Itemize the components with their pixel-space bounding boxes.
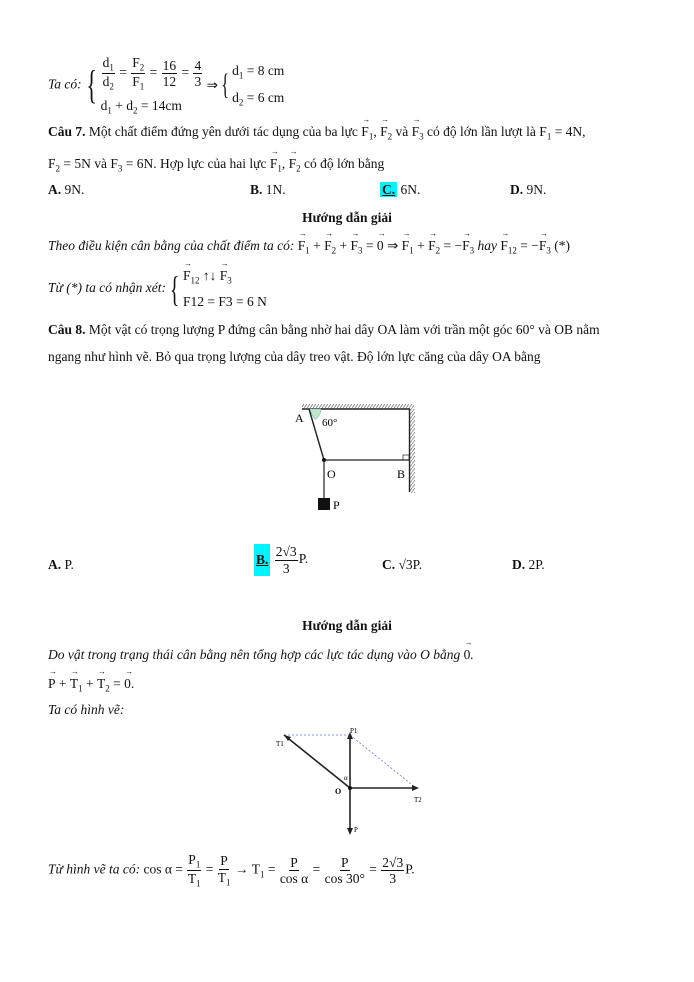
intro-system: Ta có: { $\frac{d_1}{d_2}$ = $\frac{F_2}{F_1}$ = $\frac{16}{12}$ = $\frac{4}{3}$ $d_1 + d_2 = 14cm$ ⇒ { $d_1 = 8$ cm $d_2 = 6$ cm (48, 55, 285, 116)
q7-solution-magnitude: F12 = F3 = 6 N (183, 293, 267, 309)
ratio-equation: $\frac{d_1}{d_2}$ = $\frac{F_2}{F_1}$ = $\frac{16}{12}$ = $\frac{4}{3}$ (102, 55, 202, 92)
label-B: B (397, 467, 406, 481)
figure-force-diagram (268, 722, 428, 840)
q8-option-a[interactable]: A. P. (48, 557, 74, 572)
q8-option-b[interactable]: B. $\frac{2√3}{3}$ P. (256, 544, 309, 576)
q8-label: Câu 8. (48, 322, 86, 337)
label-T1: T1 (276, 740, 284, 748)
q7-option-a[interactable]: A. 9N. (48, 182, 85, 197)
q8-line2: ngang như hình vẽ. Bỏ qua trọng lượng của dây treo vật. Độ lớn lực căng của dây OA bằng (48, 349, 541, 364)
q7-solution-line1: Theo điều kiện cân bằng của chất điểm ta có: → $F_1$ + → $F_2$ + → $F_3$ = → 0 ⇒ → $F_1$ + → $F_2$ = −→ $F_3$ hay → $F_{12}$ = −→ $F_3$ (*) (48, 238, 570, 256)
label-P1: P1 (350, 727, 358, 735)
q7-label: Câu 7. (48, 124, 86, 139)
correct-answer-highlight: B. (254, 544, 270, 576)
sum-equation: $d_1 + d_2 = 14cm$ (100, 98, 182, 116)
correct-answer-highlight: C. (382, 182, 396, 197)
q7-option-d[interactable]: D. 9N. (510, 182, 547, 197)
q8-solution-line3: Ta có hình vẽ: (48, 702, 125, 717)
label-alpha: α (344, 774, 348, 782)
q7-solution-direction: → $F_{12}$ ↑↓ → $F_3$ (183, 268, 267, 286)
q7-line1: Câu 7. Một chất điểm đứng yên dưới tác dụng của ba lực → $F_1$, → $F_2$ và → $F_3$ có độ lớn lần lượt là $F_1 = 4N$, (48, 124, 586, 142)
label-O2: O (335, 787, 342, 796)
q7-solution-line2: Từ (*) ta có nhận xét: { → $F_{12}$ ↑↓ → $F_3$ F12 = F3 = 6 N (48, 268, 267, 310)
q7-option-b[interactable]: B. 1N. (250, 182, 286, 197)
result-d1: $d_1 = 8$ cm (232, 62, 285, 81)
q8-option-d[interactable]: D. 2P. (512, 557, 545, 572)
result-d2: $d_2 = 6$ cm (232, 90, 285, 109)
q7-option-c[interactable]: C. 6N. (382, 182, 421, 197)
label-P: P (333, 498, 340, 512)
q8-option-c[interactable]: C. √3P. (382, 557, 423, 572)
q8-solution-line2: → P + → $T_1$ + → $T_2$ = → 0. (48, 676, 134, 694)
label-T2: T2 (414, 796, 422, 804)
q7-solution-heading: Hướng dẫn giải (302, 210, 392, 225)
label-P2: P (354, 826, 358, 834)
q8-solution-line4: Từ hình vẽ ta có: cos α = $\frac{P_1}{T_1}$ = $\frac{P}{T_1}$ → $T_1$ = $\frac{P}{\text{cos α}}$ = $\frac{P}{\cos 30^\circ}$ = $\frac{2√3}{3}$ P. (48, 852, 415, 889)
q8-line1: Câu 8. Một vật có trọng lượng P đứng cân bằng nhờ hai dây OA làm với trần một góc 60° và OB nằm (48, 322, 600, 337)
intro-label: Ta có: (48, 76, 82, 92)
figure-hanging-weight (280, 400, 430, 520)
label-A: A (295, 411, 304, 425)
label-O: O (327, 467, 336, 481)
q8-solution-line1: Do vật trong trạng thái cân bằng nên tổng hợp các lực tác dụng vào O bằng → 0. (48, 647, 474, 663)
q8-solution-heading: Hướng dẫn giải (302, 618, 392, 633)
label-angle: 60° (322, 417, 338, 429)
q7-line2: $F_2 = 5N$ và $F_3 = 6N$. Hợp lực của hai lực → $F_1$, → $F_2$ có độ lớn bằng (48, 156, 384, 174)
